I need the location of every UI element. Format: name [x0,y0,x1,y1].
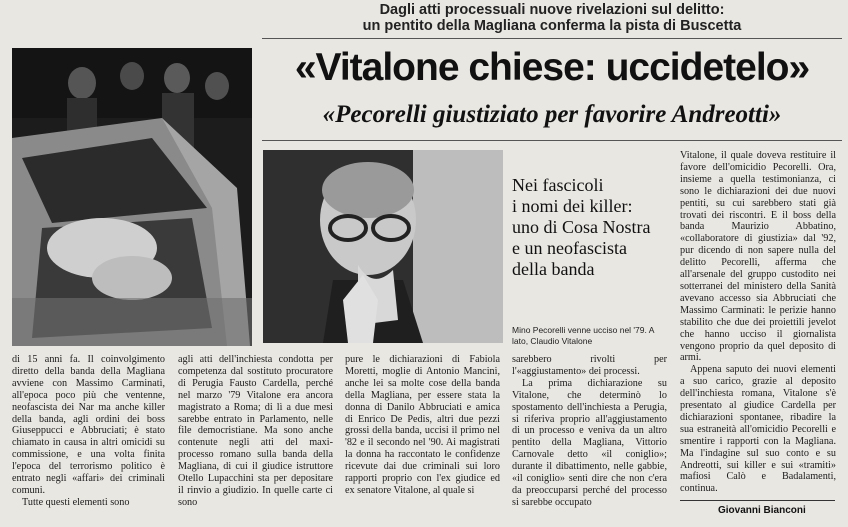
byline: Giovanni Bianconi [718,505,806,516]
paragraph: agli atti dell'inchiesta condotta per competenza dal sostituto procuratore di Perugia Fausto Cardella, perché nel marzo '79 Vitalone era ancora magistrato a Roma; di lì a due mesi sarebbe entrato in Parlamento, nelle file democristiane. Ma sono anche contenute negli atti del maxi-processo romano sulla banda della Magliana, di cui il giudice istruttore Otello Lupacchini sta per depositare il rinvio a giudizio. In quelle carte ci sono [178,354,333,508]
paragraph: Vitalone, il quale doveva restituire il favore dell'omicidio Pecorelli. Ora, insieme a quella testimonianza, ci sono le dichiarazioni dei due nuovi pentiti, su cui sarebbero stati già trovati dei riscontri. E il boss della banda Maurizio Abbatino, «collaboratore di giustizia» dal '92, pur dicendo di non sapere nulla del delitto Pecorelli, afferma che all'arsenale del gruppo custodito nei sotterranei del ministero della Sanità avevano accesso sia Abbruciati che Massimo Carminati: le perizie hanno stabilito che due dei proiettili jevelot che hanno ucciso il giornalista vengono proprio da quel deposito di armi. [680,150,836,364]
article-column-1 [12,354,165,522]
deck-line: e un neofascista [512,238,627,258]
article-column-4 [512,354,667,522]
article-column-3 [345,354,500,522]
paragraph: di 15 anni fa. Il coinvolgimento diretto della banda della Magliana avviene con Massimo Carminati, all'epoca poco più che ventenne, neofascista dei Nar ma anche killer della banda, agli ordini dei boss Giuseppucci e Abbruciati; è stato chiamato in causa in altri omicidi su commissione, e una volta finita l'epoca del terrorismo politico è entrato negli «affari» dei criminali comuni. [12,354,165,496]
paragraph: Appena saputo dei nuovi elementi a suo carico, grazie al deposito dell'inchiesta romana, Vitalone s'è presentato al giudice Cardella per dichiarazioni spontanee, ribadire la sua estraneità all'omicidio Pecorelli e smentire i rapporti con la Magliana. Ma l'indagine sul suo conto e su Andreotti, sui killer e sui «tramiti» mafiosi Calò e Badalamenti, continua. [680,364,836,495]
divider [262,140,842,141]
deck-line: i nomi dei killer: [512,196,633,216]
deck-line: della banda [512,259,595,279]
deck-line: Nei fascicoli [512,175,604,195]
kicker-line-1: Dagli atti processuali nuove rivelazioni sul delitto: [379,2,725,18]
headline: «Vitalone chiese: uccidetelo» [294,46,810,89]
kicker-line-2: un pentito della Magliana conferma la pista di Buscetta [362,18,742,34]
article-column-2 [178,354,333,522]
portrait-photo [263,150,503,343]
subhead: «Pecorelli giustiziato per favorire Andreotti» [322,101,782,128]
deck-line: uno di Cosa Nostra [512,217,651,237]
kicker [262,2,842,34]
deck [512,175,672,280]
crime-scene-photo [12,48,252,346]
paragraph: Tutte questi elementi sono [22,496,130,508]
divider [680,500,835,501]
divider [262,38,842,39]
paragraph: sarebbero rivolti per l'«aggiustamento» dei processi. [512,354,667,377]
photo-caption: Mino Pecorelli venne ucciso nel '79. A lato, Claudio Vitalone [512,325,654,346]
paragraph: La prima dichiarazione su Vitalone, che determinò lo spostamento dell'inchiesta a Perugia, si riferiva proprio all'aggiustamento di un processo e veniva da un altro pentito della Magliana, Vittorio Carnovale detto «il coniglio»; durante il dibattimento, nelle gabbie, «il coniglio» sentì dire che non c'era da preoccuparsi perché del processo si sarebbe occupato [512,377,667,508]
article-column-5 [680,150,836,497]
paragraph: pure le dichiarazioni di Fabiola Moretti, moglie di Antonio Mancini, anche lei sa molte cose della banda della Magliana, per essere stata la donna di Danilo Abbruciati e amica di Enrico De Pedis, altri due pezzi grossi della banda, uccisi il primo nel '82 e il secondo nel '90. Ai magistrati la donna ha raccontato le confidenze ricevute dai due criminali sui loro rapporti proprio con l'ex giudice ed ex senatore Vitalone, al quale si [345,354,500,496]
